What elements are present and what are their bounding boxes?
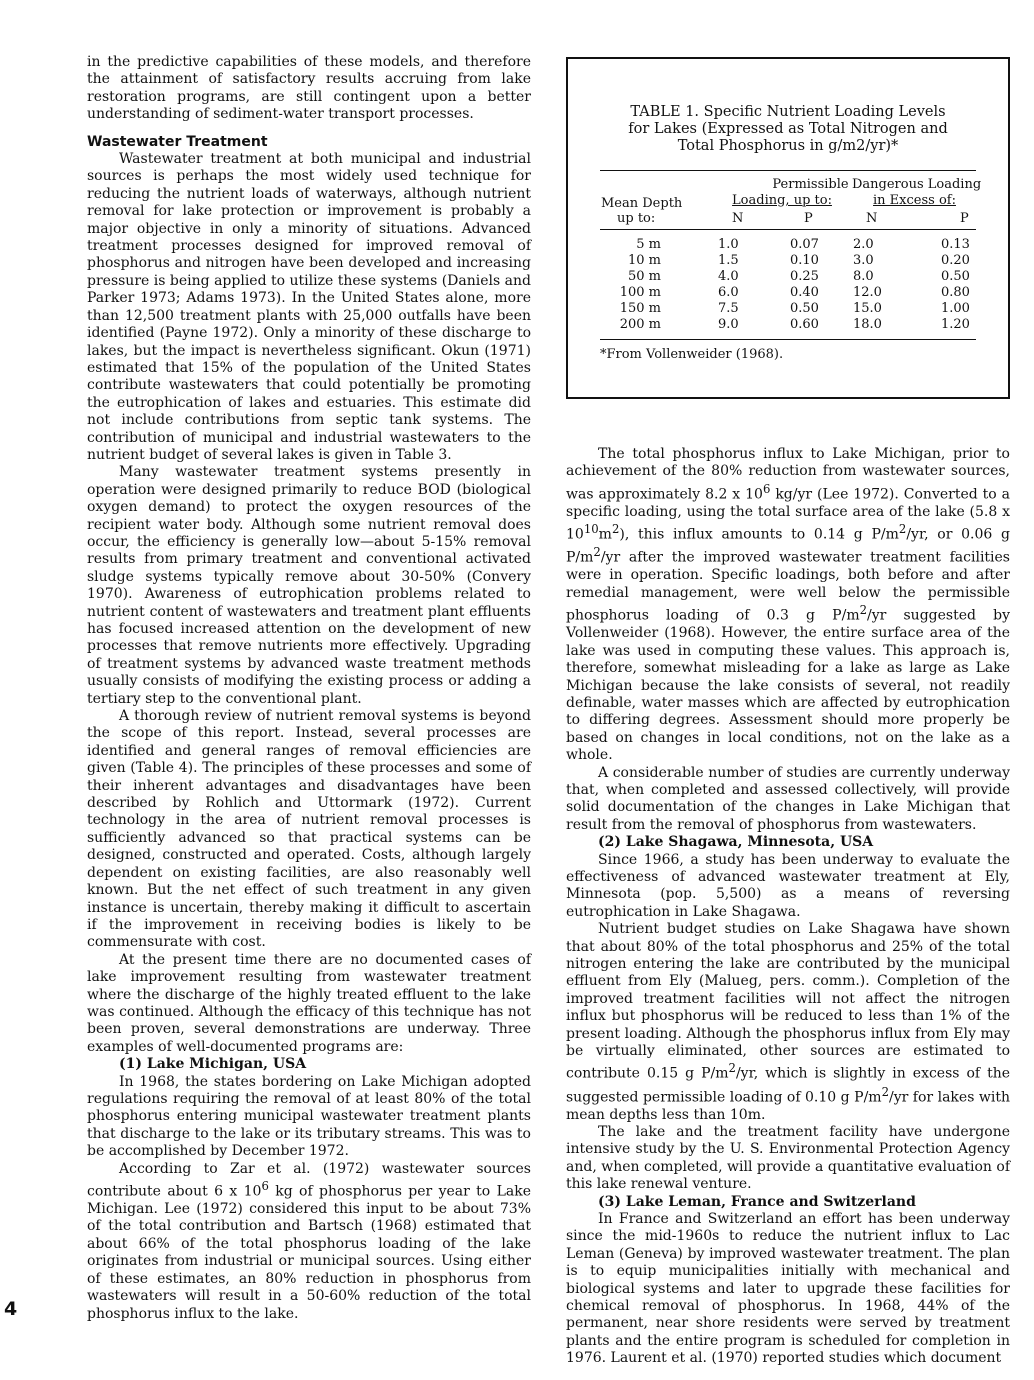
header-dangerous: Dangerous Loading (852, 177, 982, 192)
paragraph: In 1968, the states bordering on Lake Michigan adopted regulations requiring the removal of at least 80% of the total phosphorus entering municipal wastewater treatment plants that discharge to the lake or its tributary streams. This was to be accomplished by December 1972. (87, 1073, 531, 1160)
text-run: kg of phosphorus per year to Lake Michigan. Lee (1972) considered this input to be about 73% of the total contribution and Bartsch (1968) estimated that about 66% of the total phosphorus loading of the lake originates from industrial or municipal sources. Using either of these estimates, an 80% reduction in phosphorus from wastewaters will result in a 50-60% reduction of the total phosphorus influx to the lake. (87, 1183, 531, 1322)
table-cell-dn: 8.0 (853, 269, 874, 284)
subheading-lake-shagawa: (2) Lake Shagawa, Minnesota, USA (598, 834, 874, 851)
superscript: 2 (898, 522, 907, 537)
text-run: /yr after the improved wastewater treatment facilities were in operation. Specific loadings, both before and after remedial management, were well below the permissible phosphorus loading of 0.3 g P/m (566, 550, 1010, 624)
table-cell-pn: 1.0 (718, 237, 739, 252)
table-rule (600, 229, 976, 230)
header-p: P (960, 211, 969, 226)
paragraph: Since 1966, a study has been underway to evaluate the effectiveness of advanced wastewater treatment at Ely, Minnesota (pop. 5,500) as a means of reversing eutrophication in Lake Shagawa. (566, 851, 1010, 920)
paragraph (87, 1161, 531, 1323)
table-cell-pn: 9.0 (718, 317, 739, 332)
superscript: 2 (728, 1061, 736, 1076)
header-dangerous-excess: in Excess of: (873, 193, 956, 208)
paragraph: In France and Switzerland an effort has been underway since the mid-1960s to reduce the nutrient influx to Lac Leman (Geneva) by improved wastewater treatment. The plan is to equip municipalities initially with mechanical and biological systems and later to upgrade these facilities for chemical removal of phosphorus. In 1968, 44% of the permanent, near shore residents were served by treatment plants and the entire program is scheduled for completion in 1976. Laurent et al. (1970) reported studies which document (566, 1211, 1010, 1367)
table-rule (600, 339, 976, 340)
header-mean-depth: Mean Depth (601, 196, 683, 211)
table-cell-depth: 150 m (619, 301, 661, 316)
right-column (566, 446, 1010, 1368)
table-cell-dp: 0.80 (941, 285, 970, 300)
superscript: 2 (611, 522, 620, 537)
table-cell-pp: 0.10 (790, 253, 819, 268)
table-cell-pp: 0.50 (790, 301, 819, 316)
table-cell-depth: 200 m (619, 317, 661, 332)
text-run: The total phosphorus influx to Lake Michigan, prior to achievement of the 80% reduction from wastewater sources, was approximately 8.2 x 10 (566, 446, 1010, 503)
table-cell-pn: 4.0 (718, 269, 739, 284)
table-1 (566, 57, 1010, 399)
table-cell-pn: 6.0 (718, 285, 739, 300)
paragraph: The lake and the treatment facility have undergone intensive study by the U. S. Environmental Protection Agency and, when completed, will provide a quantitative evaluation of this lake renewal venture. (566, 1123, 1011, 1193)
page-number: 4 (4, 1298, 18, 1320)
header-n: N (732, 211, 744, 226)
header-permissible-loading: Loading, up to: (732, 193, 832, 208)
text-run: /yr, or 0.06 g P/m (566, 526, 1011, 566)
intro-paragraph: in the predictive capabilities of these models, and therefore the attainment of satisfactory results accruing from lake restoration programs, are still contingent upon a better understanding of sediment-water transport processes. (87, 54, 531, 123)
header-n: N (866, 211, 878, 226)
text-run: m (598, 526, 612, 543)
table-cell-dp: 0.13 (941, 237, 970, 252)
paragraph (566, 446, 1010, 765)
table-cell-dn: 3.0 (853, 253, 874, 268)
table-title-line: TABLE 1. Specific Nutrient Loading Levels (630, 104, 946, 120)
table-cell-dp: 1.00 (941, 301, 970, 316)
text-run: /yr suggested by Vollenweider (1968). However, the entire surface area of the lake was used in computing these values. This approach is, therefore, somewhat misleading for a lake as large as Lake Michigan because the lake consists of several, not readily definable, water masses which are affected by eutrophication to differing degrees. Assessment should more properly be based on changes in local conditions, not on the lake as a whole. (566, 607, 1010, 764)
paragraph (566, 921, 1010, 1124)
table-cell-depth: 100 m (619, 285, 661, 300)
table-footnote: *From Vollenweider (1968). (600, 347, 784, 362)
table-cell-dp: 1.20 (941, 317, 970, 332)
header-p: P (804, 211, 813, 226)
text-run: /yr for lakes with mean depths less than 10m. (566, 1089, 1010, 1123)
table-cell-dp: 0.50 (941, 269, 970, 284)
table-cell-dn: 18.0 (853, 317, 882, 332)
header-up-to: up to: (617, 211, 656, 226)
table-rule (600, 170, 976, 171)
table-cell-pn: 1.5 (718, 253, 739, 268)
paragraph: At the present time there are no documented cases of lake improvement resulting from wastewater treatment where the discharge of the highly treated effluent to the lake was continued. Although the efficacy of this technique has not been proven, several demonstrations are underway. Three examples of well-documented programs are: (87, 951, 531, 1055)
table-cell-depth: 10 m (627, 253, 661, 268)
subheading-lake-leman: (3) Lake Leman, France and Switzerland (598, 1193, 916, 1210)
text-run: Nutrient budget studies on Lake Shagawa have shown that about 80% of the total phosphorus and 25% of the total nitrogen entering the lake are contributed by the municipal effluent from Ely (Malueg, pers. comm.). Completion of the improved treatment facilities will not affect the nitrogen influx but phosphorus will be reduced to less than 1% of the present loading. Although the phosphorus influx from Ely may be virtually eliminated, other sources are estimated to contribute 0.15 g P/m (566, 921, 1010, 1083)
table-title (568, 104, 1008, 155)
subheading-lake-michigan: (1) Lake Michigan, USA (119, 1056, 307, 1073)
header-permissible: Permissible (772, 177, 849, 192)
paragraph: A considerable number of studies are currently underway that, when completed and assessed collectively, will provide solid documentation of the changes in Lake Michigan that result from the removal of phosphorus from wastewaters. (566, 764, 1010, 833)
table-cell-pp: 0.25 (790, 269, 819, 284)
table-cell-pp: 0.40 (790, 285, 819, 300)
table-title-line: for Lakes (Expressed as Total Nitrogen and (628, 121, 948, 137)
text-run: /yr, which is slightly in excess of the suggested permissible loading of 0.10 g P/m (566, 1066, 1010, 1106)
table-cell-pp: 0.60 (790, 317, 819, 332)
table-cell-dn: 2.0 (853, 237, 874, 252)
paragraph: Many wastewater treatment systems presently in operation were designed primarily to reduce BOD (biological oxygen demand) to protect the oxygen resources of the recipient water body. Although some nutrient removal does occur, the efficiency is generally low—about 5-15% removal results from primary treatment and conventional activated sludge systems typically remove about 30-50% (Convery 1970). Awareness of eutrophication problems related to nutrient content of wastewaters and treatment plant effluents has focused increased attention on the development of new processes that remove nutrients more effectively. Upgrading of treatment systems by advanced waste treatment methods usually consists of modifying the existing process or adding a tertiary step to the conventional plant. (87, 464, 531, 707)
superscript: 2 (881, 1084, 889, 1099)
superscript: 2 (859, 603, 868, 618)
text-run: ), this influx amounts to 0.14 g P/m (619, 526, 899, 543)
paragraph: A thorough review of nutrient removal systems is beyond the scope of this report. Instead, several processes are identified and general ranges of removal efficiencies are given (Table 4). The principles of these processes and some of their inherent advantages and disadvantages have been described by Rohlich and Uttormark (1972). Current technology in the area of nutrient removal processes is sufficiently advanced so that practical systems can be designed, constructed and operated. Costs, although largely dependent on existing facilities, are also reasonably well known. But the net effect of such treatment in any given instance is uncertain, thereby making it difficult to ascertain if the improvement in receiving bodies is likely to be commensurate with cost. (87, 708, 531, 951)
section-heading: Wastewater Treatment (87, 133, 268, 150)
table-cell-depth: 5 m (636, 237, 661, 252)
table-cell-dp: 0.20 (941, 253, 970, 268)
superscript: 10 (583, 522, 599, 537)
table-cell-pp: 0.07 (790, 237, 819, 252)
paragraph: Wastewater treatment at both municipal and industrial sources is perhaps the most widely used technique for reducing the nutrient loads of waterways, although nutrient removal for lake protection or improvement is probably a major objective in only a minority of situations. Advanced treatment processes designed for improved removal of phosphorus and nitrogen have been developed and increasing pressure is being applied to utilize these systems (Daniels and Parker 1973; Adams 1973). In the United States alone, more than 12,500 treatment plants with 25,000 outfalls have been identified (Payne 1972). Only a minority of these discharge to lakes, but the impact is nevertheless significant. Okun (1971) estimated that 15% of the population of the United States contribute wastewaters that could potentially be promoting the eutrophication of lakes and estuaries. This estimate did not include contributions from septic tank systems. The contribution of municipal and industrial wastewaters to the nutrient budget of several lakes is given in Table 3. (87, 151, 531, 463)
table-cell-dn: 15.0 (853, 301, 882, 316)
table-cell-dn: 12.0 (853, 285, 882, 300)
table-cell-pn: 7.5 (718, 301, 739, 316)
table-title-line: Total Phosphorus in g/m2/yr)* (677, 138, 899, 154)
text-run: kg/yr (Lee 1972). Converted to a specific loading, using the total surface area of the lake (5.8 x 10 (566, 486, 1010, 543)
table-cell-depth: 50 m (627, 269, 661, 284)
superscript: 6 (762, 481, 771, 496)
superscript: 2 (593, 545, 601, 560)
text-run: According to Zar et al. (1972) wastewater sources contribute about 6 x 10 (87, 1160, 531, 1200)
superscript: 6 (261, 1179, 269, 1193)
left-column (87, 54, 531, 1323)
